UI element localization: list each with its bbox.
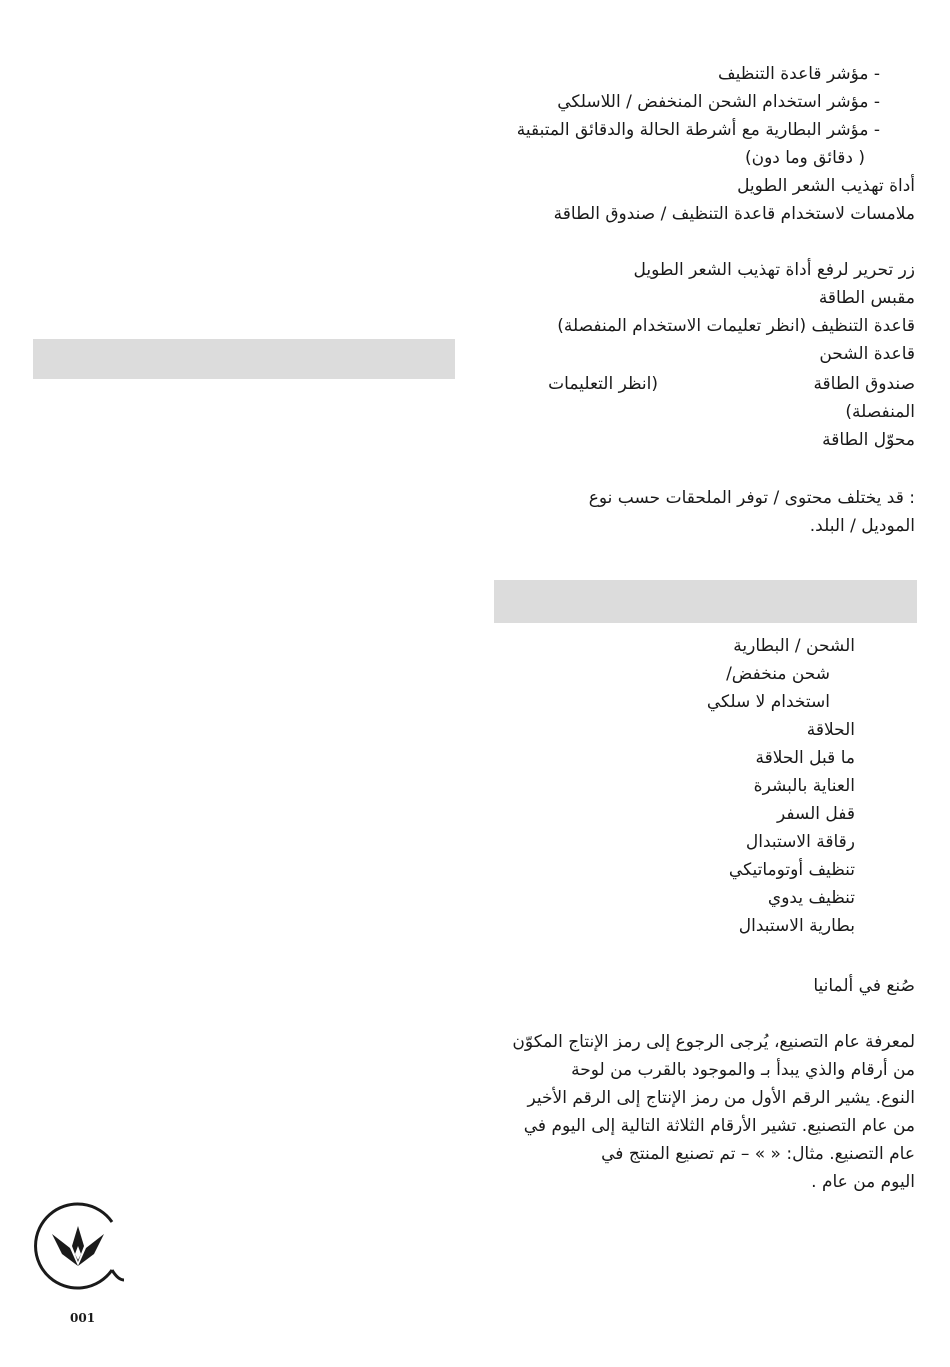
left-section-header-bar xyxy=(33,339,455,379)
part-power-box-note-cont: المنفصلة) xyxy=(845,402,915,422)
display-item: قفل السفر xyxy=(776,804,855,824)
certification-mark-icon xyxy=(32,1200,124,1292)
part-charging-stand: قاعدة الشحن xyxy=(819,344,915,364)
indicator-battery: - مؤشر البطارية مع أشرطة الحالة والدقائق المتبقية xyxy=(516,120,880,140)
made-in-germany: صُنع في ألمانيا xyxy=(813,976,915,996)
production-text-line: النوع. يشير الرقم الأول من رمز الإنتاج إلى الرقم الأخير xyxy=(527,1088,915,1108)
production-text-line: عام التصنيع. مثال: « » – تم تصنيع المنتج في xyxy=(601,1144,915,1164)
display-item: تنظيف يدوي xyxy=(767,888,855,908)
production-text-line: اليوم من عام . xyxy=(811,1172,915,1192)
right-section-header-bar xyxy=(494,580,917,623)
part-cleaning-station: قاعدة التنظيف (انظر تعليمات الاستخدام المنفصلة) xyxy=(557,316,915,336)
accessories-note-line1: : قد يختلف محتوى / توفر الملحقات حسب نوع xyxy=(588,488,915,508)
display-item: تنظيف أوتوماتيكي xyxy=(728,860,855,880)
display-item: الحلاقة xyxy=(806,720,855,740)
display-item: بطارية الاستبدال xyxy=(738,916,855,936)
indicator-low-charge-cordless: - مؤشر استخدام الشحن المنخفض / اللاسلكي xyxy=(557,92,880,112)
production-text-line: لمعرفة عام التصنيع، يُرجى الرجوع إلى رمز الإنتاج المكوّن xyxy=(512,1032,915,1052)
part-power-box-note: (انظر التعليمات xyxy=(548,374,658,394)
display-item: العناية بالبشرة xyxy=(753,776,855,796)
display-item: ما قبل الحلاقة xyxy=(755,748,855,768)
indicator-cleaning-station: - مؤشر قاعدة التنظيف xyxy=(718,64,880,84)
production-text-line: من أرقام والذي يبدأ بـ والموجود بالقرب من لوحة xyxy=(571,1060,915,1080)
part-power-socket: مقبس الطاقة xyxy=(818,288,915,308)
display-item: الشحن / البطارية xyxy=(733,636,855,656)
part-power-box: صندوق الطاقة xyxy=(813,374,915,394)
display-item: شحن منخفض/ xyxy=(726,664,830,684)
accessories-note-line2: الموديل / البلد. xyxy=(809,516,915,536)
part-power-adapter: محوّل الطاقة xyxy=(822,430,915,450)
production-text-line: من عام التصنيع. تشير الأرقام الثلاثة التالية إلى اليوم في xyxy=(523,1116,915,1136)
part-long-hair-trimmer: أداة تهذيب الشعر الطويل xyxy=(737,176,915,196)
part-release-button: زر تحرير لرفع أداة تهذيب الشعر الطويل xyxy=(633,260,915,280)
display-item: رقاقة الاستبدال xyxy=(745,832,855,852)
page-code: 001 xyxy=(70,1311,96,1325)
part-contacts: ملامسات لاستخدام قاعدة التنظيف / صندوق الطاقة xyxy=(553,204,915,224)
indicator-battery-minutes: ( دقائق وما دون) xyxy=(744,148,865,168)
display-item: استخدام لا سلكي xyxy=(706,692,830,712)
